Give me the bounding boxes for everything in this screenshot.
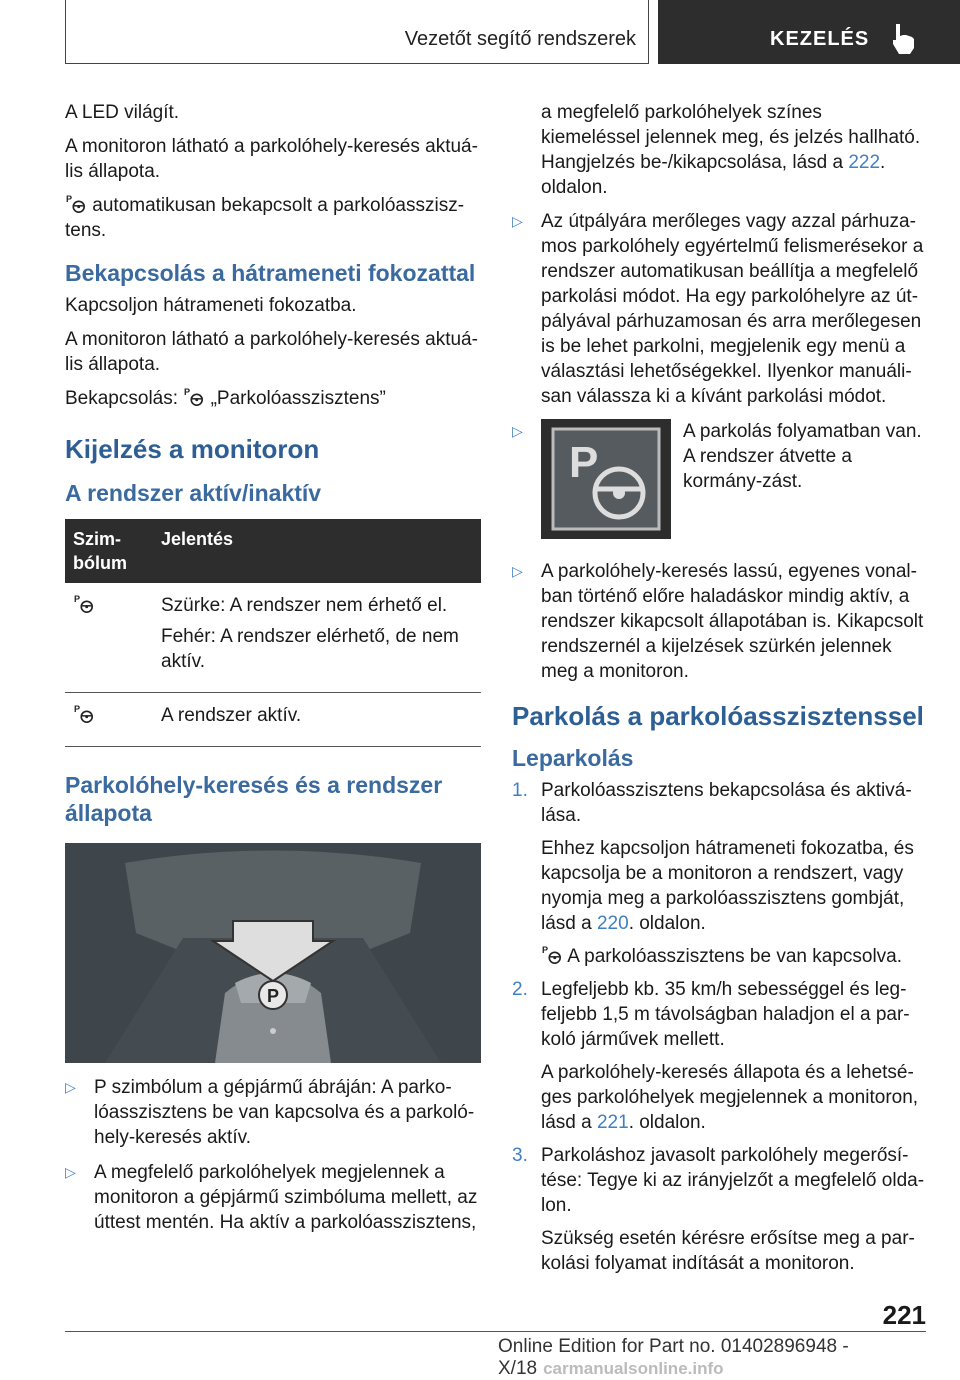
step-number: 1. xyxy=(512,780,528,801)
footer-edition-text: Online Edition for Part no. 01402896948 - X/18 carmanualsonline.info xyxy=(498,1336,849,1379)
list-item: 2. Legfeljebb kb. 35 km/h sebességgel és leg-feljebb 1,5 m távolságban haladjon el a par-koló járművek mellett. A parkolóhely-keresés állapota és a lehetsé-ges parkolóhelyek megjelennek a monitoron, lásd a 221. oldalon. xyxy=(512,979,919,1133)
list-item: ▷ P szimbólum a gépjármű ábráján: A parko-lóasszisztens be van kapcsolva és a parkoló-hely-keresés aktív. xyxy=(65,1075,481,1150)
table-row xyxy=(65,693,481,747)
monitor-display-image xyxy=(65,843,481,1063)
svg-text:P: P xyxy=(267,986,280,1006)
bullet-list xyxy=(65,1075,481,1235)
watermark: carmanualsonline.info xyxy=(543,1359,724,1378)
header-chapter-title: KEZELÉS xyxy=(770,28,870,50)
page-link[interactable]: 221 xyxy=(596,1112,629,1133)
table-cell-text: Fehér: A rendszer elérhető, de nem aktív. xyxy=(161,626,459,672)
paragraph: Bekapcsolás: „Parkolóasszisztens” xyxy=(65,388,386,409)
parking-assistant-icon xyxy=(73,594,95,614)
parking-assistant-icon xyxy=(65,194,87,214)
header-section-title: Vezetőt segítő rendszerek xyxy=(404,28,636,50)
paragraph: automatikusan bekapcsolt a parkolóasszisz-tens. xyxy=(65,195,465,241)
page-link[interactable]: 220 xyxy=(596,913,629,934)
parking-search-illustration xyxy=(65,843,481,1063)
symbol-table xyxy=(65,519,481,747)
parking-steering-icon xyxy=(541,419,671,539)
header-section-box xyxy=(65,0,649,64)
paragraph: Kapcsoljon hátrameneti fokozatba. xyxy=(65,295,357,316)
table-header-row xyxy=(65,519,481,583)
parking-assistant-active-icon xyxy=(73,704,95,724)
chapter-heading: Parkolás a parkolóasszisztenssel xyxy=(512,701,924,731)
table-header-symbol: Szim-bólum xyxy=(65,519,153,583)
bullet-list xyxy=(512,209,926,684)
section-heading: A rendszer aktív/inaktív xyxy=(65,480,322,506)
page-link[interactable]: 222 xyxy=(848,152,881,173)
pointing-hand-icon xyxy=(890,22,920,56)
paragraph: A monitoron látható a parkolóhely-keresés aktuá-lis állapota. xyxy=(65,136,478,182)
step-number: 2. xyxy=(512,979,528,1000)
table-cell-text: A rendszer aktív. xyxy=(161,705,302,726)
list-item: 3. Parkoláshoz javasolt parkolóhely megerősí-tése: Tegye ki az irányjelzőt a megfelelő olda-lon. Szükség esetén kérésre erősítse meg a par-kolási folyamat indítását a monitoron. xyxy=(512,1145,925,1274)
step-number: 3. xyxy=(512,1145,528,1166)
section-heading: Bekapcsolás a hátrameneti fokozattal xyxy=(65,260,476,286)
section-heading: Leparkolás xyxy=(512,745,634,771)
list-item: ▷ P A parkolás folyamatban van. A rendszer átvette a kormány-zást. xyxy=(512,419,926,549)
parking-assistant-icon xyxy=(183,387,205,407)
paragraph: A LED világít. xyxy=(65,102,180,123)
table-header-meaning: Jelentés xyxy=(153,519,481,583)
paragraph: A monitoron látható a parkolóhely-keresés aktuá-lis állapota. xyxy=(65,329,478,375)
page-header xyxy=(0,0,960,66)
paragraph: a megfelelő parkolóhelyek színes kiemeléssel jelennek meg, és jelzés hallható. Hangjelzés be-/kikapcsolása, lásd a 222. oldalon. xyxy=(541,102,921,198)
left-column xyxy=(65,100,481,1245)
right-column xyxy=(512,100,926,1284)
table-cell-text: Szürke: A rendszer nem érhető el. xyxy=(161,595,448,616)
section-heading: Parkolóhely-keresés és a rendszer állapota xyxy=(65,772,443,826)
svg-text:P: ▷ P xyxy=(569,438,599,487)
table-row xyxy=(65,583,481,693)
numbered-list xyxy=(512,778,926,1276)
footer-divider xyxy=(65,1331,926,1332)
list-item: ▷ Az útpályára merőleges vagy azzal párhuza-mos parkolóhely egyértelmű felismerésekor a rendszer automatikusan beállítja a megfelelő parkolási módot. Ha egy parkolóhelyre az út-pályával párhuzamosan és arra merőlegesen is be lehet parkolni, megjelenik egy menü a választási lehetőségekkel. Ilyenkor manuáli-san válassza ki a kívánt parkolási módot. xyxy=(512,209,926,409)
chapter-heading: Kijelzés a monitoron xyxy=(65,434,320,464)
list-item: 1. Parkolóasszisztens bekapcsolása és aktivá-lása. Ehhez kapcsoljon hátrameneti fokozatba, és kapcsolja be a monitoron a rendszert, vagy nyomja meg a parkolóasszisztens gombját, lásd a 220. oldalon. A parkolóasszisztens be van kapcsolva. xyxy=(512,780,914,967)
parking-assistant-active-icon xyxy=(541,945,563,965)
list-item: ▷ A parkolóhely-keresés lassú, egyenes vonal-ban történő előre haladáskor mindig aktív, a rendszer kikapcsolt állapotában is. Kikapcsolt rendszernél a kijelzések szürkén jelennek meg a monitoron. xyxy=(512,559,926,684)
header-chapter-tab xyxy=(658,0,960,64)
page-number: 221 xyxy=(882,1300,926,1330)
list-item: ▷ A megfelelő parkolóhelyek megjelennek a monitoron a gépjármű szimbóluma mellett, az úttest mentén. Ha aktív a parkolóasszisztens, xyxy=(65,1160,481,1235)
